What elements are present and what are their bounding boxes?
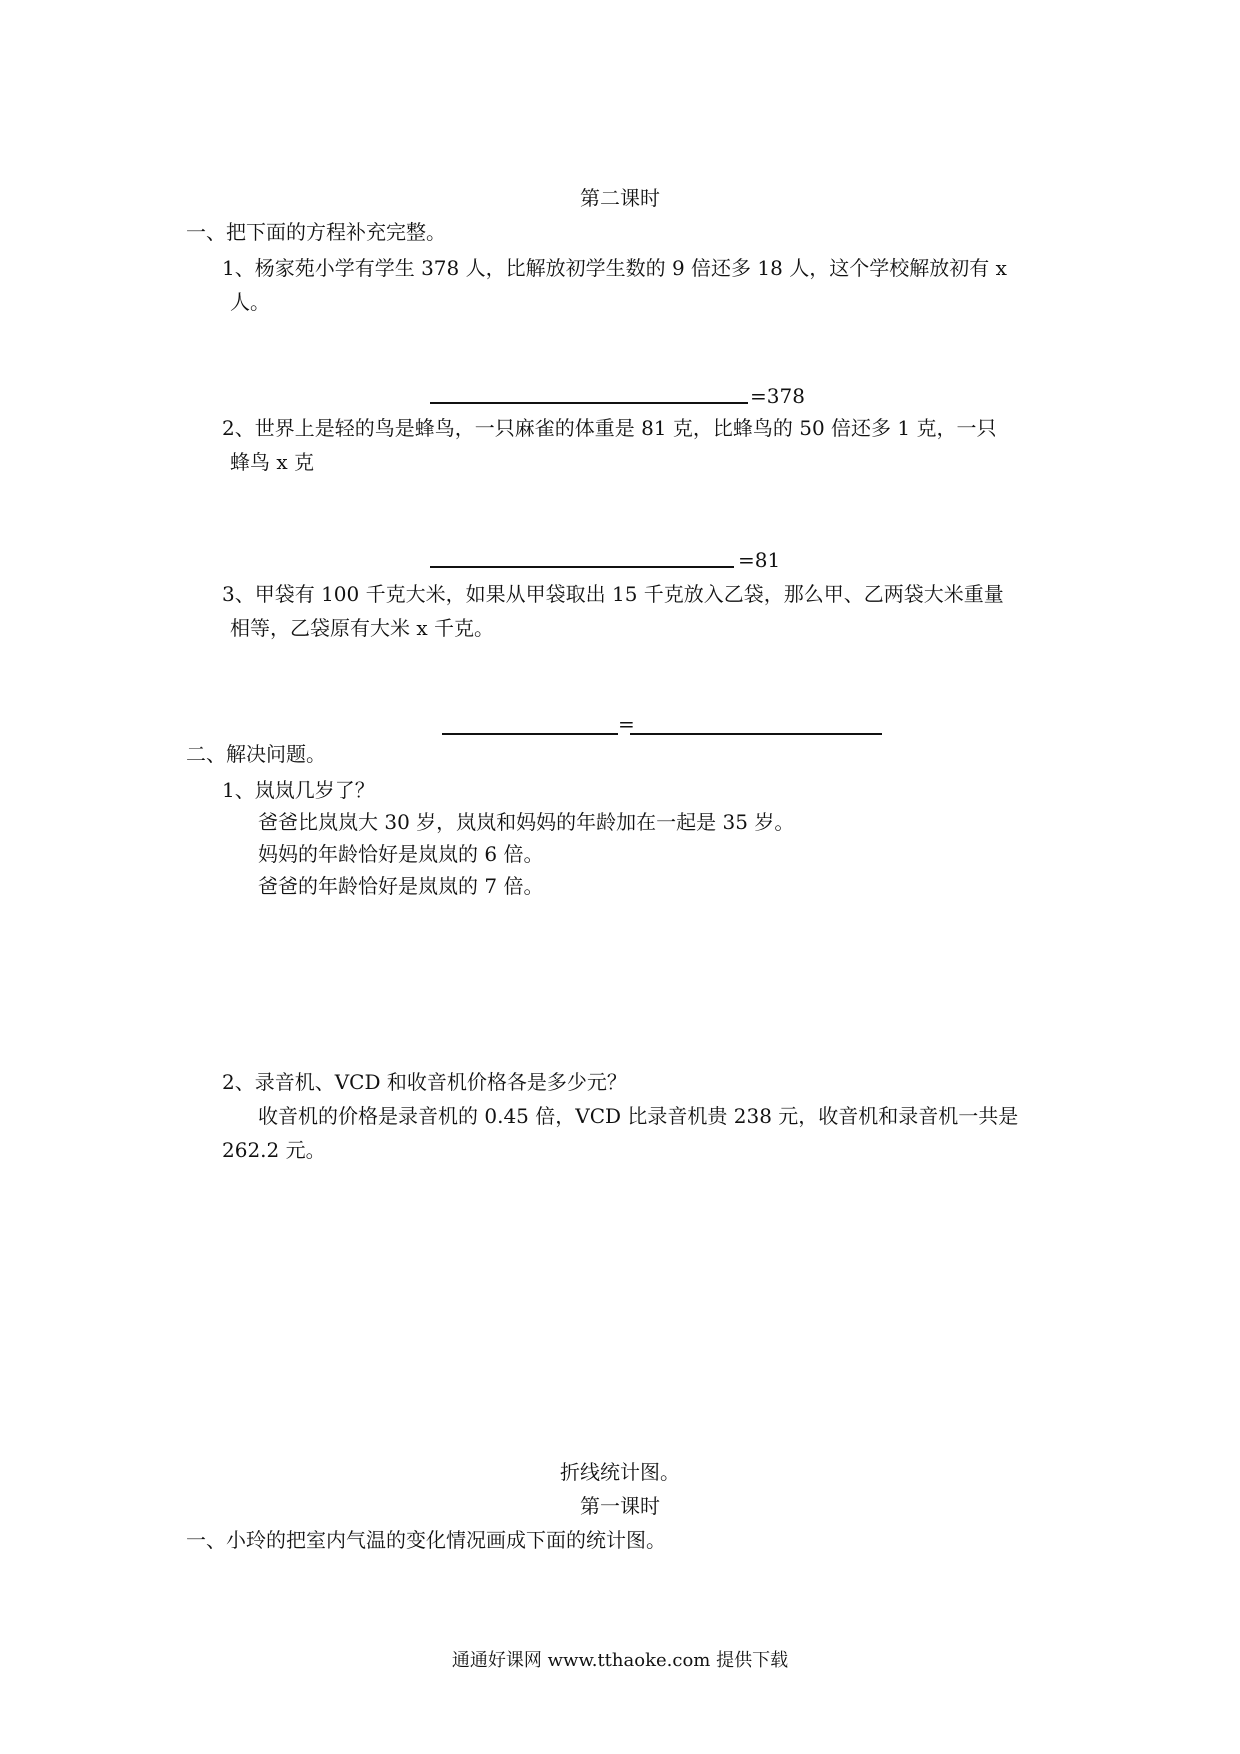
problem-1-condition-3: 爸爸的年龄恰好是岚岚的 7 倍。 xyxy=(258,874,544,898)
equation-result-q1: =378 xyxy=(750,384,805,408)
answer-blank-q2[interactable] xyxy=(430,566,734,568)
question-1-line-2: 人。 xyxy=(230,290,270,314)
problem-2-title: 2、录音机、VCD 和收音机价格各是多少元？ xyxy=(222,1070,627,1094)
lesson-title: 第二课时 xyxy=(580,186,660,210)
problem-1-condition-2: 妈妈的年龄恰好是岚岚的 6 倍。 xyxy=(258,842,544,866)
section-heading-temperature: 一、小玲的把室内气温的变化情况画成下面的统计图。 xyxy=(186,1528,666,1552)
problem-2-line-1: 收音机的价格是录音机的 0.45 倍，VCD 比录音机贵 238 元，收音机和录音机一共是 xyxy=(258,1104,1019,1128)
question-3-line-2: 相等，乙袋原有大米 x 千克。 xyxy=(230,616,494,640)
question-1-line-1: 1、杨家苑小学有学生 378 人，比解放初学生数的 9 倍还多 18 人，这个学校解放初有 x xyxy=(222,256,1007,280)
problem-1-condition-1: 爸爸比岚岚大 30 岁，岚岚和妈妈的年龄加在一起是 35 岁。 xyxy=(258,810,795,834)
question-2-line-2: 蜂鸟 x 克 xyxy=(230,450,314,474)
lesson-title-2: 第一课时 xyxy=(580,1494,660,1518)
unit-title: 折线统计图。 xyxy=(560,1460,680,1484)
question-3-line-1: 3、甲袋有 100 千克大米，如果从甲袋取出 15 千克放入乙袋，那么甲、乙两袋大米重量 xyxy=(222,582,1004,606)
answer-blank-q3-left[interactable] xyxy=(442,733,618,735)
answer-blank-q1[interactable] xyxy=(430,402,748,404)
answer-blank-q3-right[interactable] xyxy=(630,733,882,735)
footer-text: 通通好课网 www.tthaoke.com 提供下载 xyxy=(451,1650,789,1671)
equation-result-q2: =81 xyxy=(738,548,781,572)
section-heading-solve-problems: 二、解决问题。 xyxy=(186,742,326,766)
problem-2-line-2: 262.2 元。 xyxy=(222,1138,326,1162)
section-heading-fill-equations: 一、把下面的方程补充完整。 xyxy=(186,220,446,244)
equals-sign-q3: = xyxy=(618,712,635,736)
problem-1-title: 1、岚岚几岁了？ xyxy=(222,778,375,802)
question-2-line-1: 2、世界上是轻的鸟是蜂鸟，一只麻雀的体重是 81 克，比蜂鸟的 50 倍还多 1 克，一只 xyxy=(222,416,997,440)
